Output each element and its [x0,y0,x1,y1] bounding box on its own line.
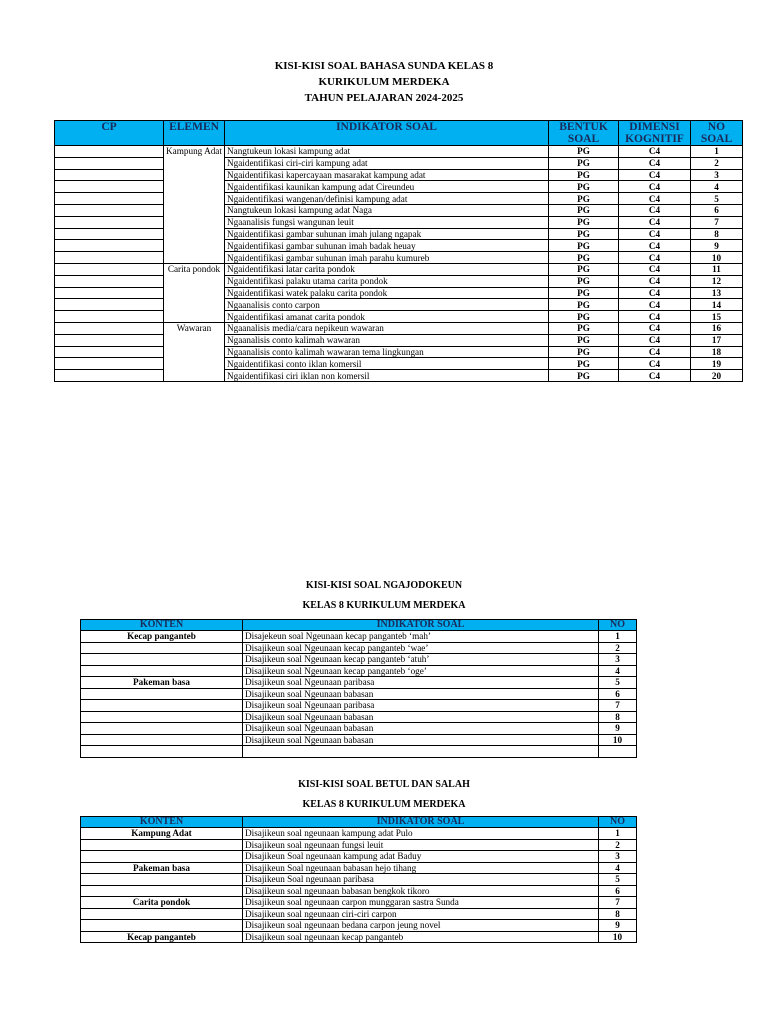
table-row [55,334,743,346]
table-row [55,311,743,323]
bentuk-soal-cell: PG [549,181,619,193]
indikator-cell: Disajikeun soal ngeunaan kampung adat Pulo [243,828,599,840]
table-row [55,358,743,370]
indikator-cell: Disajikeun soal Ngeunaan paribasa [243,677,599,689]
no-cell: 10 [599,734,637,746]
table-row [55,169,743,181]
table-row [81,839,637,851]
no-cell: 8 [599,711,637,723]
no-soal-cell: 11 [691,263,743,275]
indikator-cell: Disajikeun soal Ngeunaan babasan [243,734,599,746]
cp-cell [55,157,164,169]
elemen-cell [164,252,225,264]
dimensi-cell: C4 [619,181,691,193]
no-soal-cell: 15 [691,311,743,323]
table-row [55,240,743,252]
elemen-cell [164,228,225,240]
indikator-cell: Ngaidentifikasi wangenan/definisi kampung adat [225,193,549,205]
table-row [81,642,637,654]
no-cell: 4 [599,862,637,874]
doc1-title-line: KISI-KISI SOAL BAHASA SUNDA KELAS 8 [274,60,494,72]
elemen-cell [164,263,225,275]
cp-cell [55,299,164,311]
doc3-title-line: KELAS 8 KURIKULUM MERDEKA [302,799,466,810]
table-row [81,920,637,932]
konten-cell: Kecap panganteb [81,631,243,643]
elemen-cell [164,322,225,334]
dimensi-cell: C4 [619,216,691,228]
konten-cell [81,885,243,897]
konten-cell: Kecap panganteb [81,931,243,943]
indikator-cell: Nangtukeun lokasi kampung adat [225,146,549,158]
bentuk-soal-cell: PG [549,204,619,216]
indikator-cell: Disajikeun soal Ngeunaan babasan [243,723,599,735]
no-cell: 9 [599,723,637,735]
indikator-cell: Ngaidentifikasi ciri-ciri kampung adat [225,157,549,169]
indikator-cell: Ngaidentifikasi gambar suhunan imah julang ngapak [225,228,549,240]
bentuk-soal-cell: PG [549,252,619,264]
no-cell: 10 [599,931,637,943]
dimensi-cell: C4 [619,228,691,240]
table-body [81,828,637,943]
table-header-row [55,121,743,146]
indikator-cell: Disajikeun soal ngeunaan bedana carpon jeung novel [243,920,599,932]
table-body [55,146,743,382]
dimensi-cell: C4 [619,193,691,205]
table-row [81,723,637,735]
indikator-cell: Ngaidentifikasi gambar suhunan imah badak heuay [225,240,549,252]
no-soal-cell: 20 [691,370,743,382]
dimensi-cell: C4 [619,334,691,346]
no-cell: 5 [599,874,637,886]
indikator-cell: Ngaanalisis conto carpon [225,299,549,311]
elemen-label: Carita pondok [167,263,221,274]
table-row [81,711,637,723]
indikator-cell: Ngaidentifikasi gambar suhunan imah parahu kumureb [225,252,549,264]
bentuk-soal-cell: PG [549,157,619,169]
table-row [81,931,637,943]
table-row [55,263,743,275]
indikator-cell: Disajikeun Soal ngeunaan paribasa [243,874,599,886]
cp-cell [55,169,164,181]
ngajodokeun-table [80,619,637,758]
table-body [81,631,637,758]
header-bentuk-soal: BENTUK SOAL [549,121,619,146]
table-row [55,157,743,169]
elemen-cell [164,240,225,252]
bentuk-soal-cell: PG [549,169,619,181]
no-soal-cell: 10 [691,252,743,264]
konten-cell [81,723,243,735]
table-row [81,851,637,863]
no-soal-cell: 1 [691,146,743,158]
indikator-cell: Ngaidentifikasi palaku utama carita pondok [225,275,549,287]
header-indikator: INDIKATOR SOAL [225,121,549,146]
cp-cell [55,334,164,346]
no-soal-cell: 13 [691,287,743,299]
elemen-cell [164,216,225,228]
table-row [55,322,743,334]
bentuk-soal-cell: PG [549,311,619,323]
dimensi-cell: C4 [619,240,691,252]
elemen-cell [164,334,225,346]
kisi-kisi-table [54,120,743,382]
indikator-cell: Ngaidentifikasi amanat carita pondok [225,311,549,323]
no-soal-cell: 3 [691,169,743,181]
elemen-cell [164,193,225,205]
no-soal-cell: 7 [691,216,743,228]
indikator-cell: Disajikeun soal ngeunaan ciri-ciri carpon [243,908,599,920]
konten-cell: Kampung Adat [81,828,243,840]
indikator-cell: Ngaidentifikasi watek palaku carita pondok [225,287,549,299]
dimensi-cell: C4 [619,346,691,358]
doc2-title-line: KISI-KISI SOAL NGAJODOKEUN [305,580,463,591]
header-no: NO [599,817,637,828]
header-konten: KONTEN [81,817,243,828]
header-no: NO [599,620,637,631]
indikator-cell: Disajikeun soal Ngeunaan paribasa [243,700,599,712]
indikator-cell: Ngaanalisis fungsi wangunan leuit [225,216,549,228]
konten-cell [81,839,243,851]
dimensi-cell: C4 [619,204,691,216]
konten-cell [81,920,243,932]
konten-cell [81,908,243,920]
doc2-title [0,578,768,614]
no-cell: 5 [599,677,637,689]
cp-cell [55,322,164,334]
bentuk-soal-cell: PG [549,334,619,346]
indikator-cell: Ngaanalisis conto kalimah wawaran [225,334,549,346]
no-soal-cell: 6 [691,204,743,216]
bentuk-soal-cell: PG [549,146,619,158]
no-cell: 4 [599,665,637,677]
indikator-cell: Disajikeun soal ngeunaan fungsi leuit [243,839,599,851]
no-cell: 2 [599,642,637,654]
bentuk-soal-cell: PG [549,287,619,299]
header-konten: KONTEN [81,620,243,631]
dimensi-cell: C4 [619,275,691,287]
dimensi-cell: C4 [619,322,691,334]
dimensi-cell: C4 [619,370,691,382]
bentuk-soal-cell: PG [549,299,619,311]
no-soal-cell: 9 [691,240,743,252]
no-cell [599,746,637,758]
indikator-cell: Disajikeun soal ngeunaan kecap panganteb [243,931,599,943]
table-row [55,228,743,240]
cp-cell [55,146,164,158]
dimensi-cell: C4 [619,358,691,370]
table-row [81,874,637,886]
konten-cell: Carita pondok [81,897,243,909]
cp-cell [55,216,164,228]
table-row [55,287,743,299]
indikator-cell: Ngaidentifikasi kapercayaan masarakat kampung adat [225,169,549,181]
cp-cell [55,346,164,358]
dimensi-cell: C4 [619,299,691,311]
no-cell: 3 [599,851,637,863]
table-row [81,654,637,666]
indikator-cell: Disajikeun soal Ngeunaan kecap panganteb ‘atuh’ [243,654,599,666]
no-soal-cell: 12 [691,275,743,287]
table-row [55,252,743,264]
elemen-cell [164,346,225,358]
indikator-cell: Nangtukeun lokasi kampung adat Naga [225,204,549,216]
no-soal-cell: 4 [691,181,743,193]
doc1-title-line: KURIKULUM MERDEKA [318,76,450,88]
table-row [81,665,637,677]
header-indikator: INDIKATOR SOAL [243,817,599,828]
table-row [81,862,637,874]
table-row [55,181,743,193]
header-cp: CP [55,121,164,146]
table-row [55,299,743,311]
no-soal-cell: 17 [691,334,743,346]
cp-cell [55,370,164,382]
doc3-title [0,777,768,813]
elemen-label: Kampung Adat [166,146,222,156]
table-row [81,897,637,909]
elemen-label: Wawaran [176,322,212,333]
indikator-cell: Ngaanalisis conto kalimah wawaran tema lingkungan [225,346,549,358]
bentuk-soal-cell: PG [549,370,619,382]
indikator-cell: Ngaidentifikasi kaunikan kampung adat Cireundeu [225,181,549,193]
table-row [81,885,637,897]
table-row [81,734,637,746]
indikator-cell: Disajikeun soal Ngeunaan babasan [243,711,599,723]
bentuk-soal-cell: PG [549,193,619,205]
cp-cell [55,204,164,216]
no-cell: 7 [599,897,637,909]
table-row [81,631,637,643]
table-row [81,700,637,712]
table-row [81,688,637,700]
elemen-cell [164,169,225,181]
no-soal-cell: 18 [691,346,743,358]
konten-cell [81,851,243,863]
cp-cell [55,275,164,287]
header-dimensi-kognitif: DIMENSI KOGNITIF [619,121,691,146]
table-row [55,193,743,205]
konten-cell [81,642,243,654]
elemen-cell [164,157,225,169]
doc1-title [0,58,768,106]
dimensi-cell: C4 [619,311,691,323]
no-cell: 2 [599,839,637,851]
table-header-row [81,620,637,631]
table-row [55,275,743,287]
no-soal-cell: 14 [691,299,743,311]
cp-cell [55,263,164,275]
konten-cell [81,734,243,746]
table-row [81,746,637,758]
no-soal-cell: 8 [691,228,743,240]
dimensi-cell: C4 [619,287,691,299]
doc2-title-line: KELAS 8 KURIKULUM MERDEKA [302,600,466,611]
konten-cell [81,688,243,700]
indikator-cell: Disajekeun soal Ngeunaan kecap panganteb ‘mah’ [243,631,599,643]
no-cell: 9 [599,920,637,932]
bentuk-soal-cell: PG [549,322,619,334]
elemen-cell [164,311,225,323]
bentuk-soal-cell: PG [549,240,619,252]
cp-cell [55,252,164,264]
indikator-cell: Disajikeun Soal ngeunaan kampung adat Baduy [243,851,599,863]
header-indikator: INDIKATOR SOAL [243,620,599,631]
cp-cell [55,311,164,323]
konten-cell: Pakeman basa [81,677,243,689]
doc1-title-line: TAHUN PELAJARAN 2024-2025 [304,92,464,104]
no-cell: 3 [599,654,637,666]
konten-cell [81,654,243,666]
elemen-cell [164,275,225,287]
indikator-cell [243,746,599,758]
bentuk-soal-cell: PG [549,346,619,358]
elemen-cell [164,287,225,299]
table-row [81,908,637,920]
indikator-cell: Disajikeun soal Ngeunaan babasan [243,688,599,700]
header-no-soal: NO SOAL [691,121,743,146]
indikator-cell: Disajikeun Soal ngeunaan babasan hejo tihang [243,862,599,874]
table-row [55,346,743,358]
konten-cell [81,874,243,886]
cp-cell [55,193,164,205]
indikator-cell: Disajikeun soal Ngeunaan kecap panganteb ‘wae’ [243,642,599,654]
indikator-cell: Ngaidentifikasi latar carita pondok [225,263,549,275]
table-row [55,146,743,158]
konten-cell [81,746,243,758]
no-soal-cell: 19 [691,358,743,370]
cp-cell [55,240,164,252]
doc3-title-line: KISI-KISI SOAL BETUL DAN SALAH [298,779,470,790]
elemen-cell [164,299,225,311]
elemen-cell [164,146,225,158]
bentuk-soal-cell: PG [549,263,619,275]
table-row [81,828,637,840]
no-cell: 8 [599,908,637,920]
table-row [55,370,743,382]
cp-cell [55,287,164,299]
elemen-cell [164,370,225,382]
no-cell: 1 [599,631,637,643]
no-cell: 7 [599,700,637,712]
bentuk-soal-cell: PG [549,216,619,228]
table-header-row [81,817,637,828]
dimensi-cell: C4 [619,157,691,169]
no-soal-cell: 16 [691,322,743,334]
no-cell: 1 [599,828,637,840]
table-row [55,216,743,228]
konten-cell [81,665,243,677]
no-soal-cell: 2 [691,157,743,169]
elemen-cell [164,181,225,193]
no-cell: 6 [599,885,637,897]
konten-cell [81,700,243,712]
bentuk-soal-cell: PG [549,358,619,370]
dimensi-cell: C4 [619,263,691,275]
dimensi-cell: C4 [619,146,691,158]
betul-salah-table [80,816,637,943]
no-soal-cell: 5 [691,193,743,205]
dimensi-cell: C4 [619,252,691,264]
cp-cell [55,181,164,193]
elemen-cell [164,358,225,370]
no-cell: 6 [599,688,637,700]
cp-cell [55,358,164,370]
indikator-cell: Disajikeun soal ngeunaan carpon munggaran sastra Sunda [243,897,599,909]
indikator-cell: Ngaanalisis media/cara nepikeun wawaran [225,322,549,334]
bentuk-soal-cell: PG [549,275,619,287]
indikator-cell: Disajikeun soal Ngeunaan kecap panganteb ‘oge’ [243,665,599,677]
table-row [81,677,637,689]
header-elemen: ELEMEN [164,121,225,146]
cp-cell [55,228,164,240]
indikator-cell: Disajikeun soal ngeunaan babasan bengkok tikoro [243,885,599,897]
konten-cell: Pakeman basa [81,862,243,874]
elemen-cell [164,204,225,216]
dimensi-cell: C4 [619,169,691,181]
konten-cell [81,711,243,723]
indikator-cell: Ngaidentifikasi conto iklan komersil [225,358,549,370]
table-row [55,204,743,216]
bentuk-soal-cell: PG [549,228,619,240]
indikator-cell: Ngaidentifikasi ciri iklan non komersil [225,370,549,382]
